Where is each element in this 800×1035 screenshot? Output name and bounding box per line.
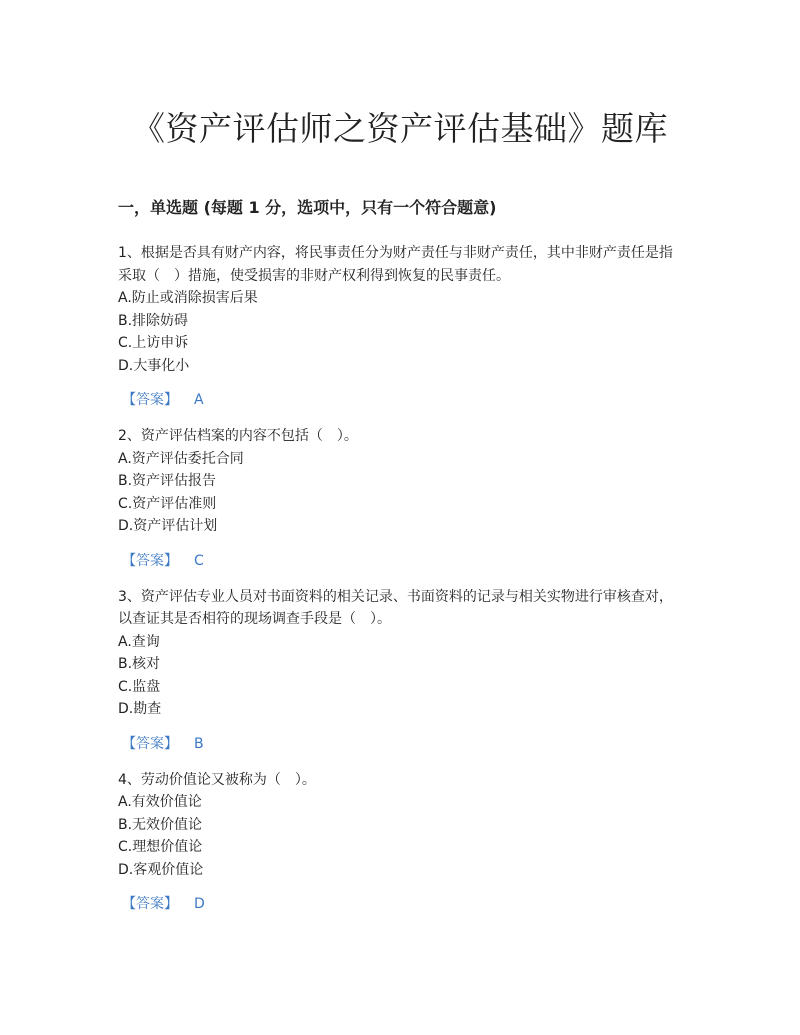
question-option: A.资产评估委托合同 (118, 450, 244, 467)
question-option: C.监盘 (118, 678, 161, 695)
answer-line (122, 389, 683, 411)
answer-label: 【答案】 (122, 735, 178, 752)
question-item (118, 769, 683, 916)
question-item (118, 242, 683, 411)
question-option: A.防止或消除损害后果 (118, 290, 258, 306)
question-option: D.资产评估计划 (118, 518, 218, 534)
answer-line (122, 733, 683, 755)
question-option: A.有效价值论 (118, 794, 202, 810)
question-option: B.无效价值论 (118, 816, 203, 833)
question-stem: 4、劳动价值论又被称为（ ）。 (118, 771, 316, 788)
answer-label: 【答案】 (122, 392, 178, 408)
question-spacer (118, 572, 683, 586)
question-option: D.大事化小 (118, 357, 190, 374)
question-option: B.核对 (118, 656, 161, 672)
answer-line (122, 550, 683, 572)
question-stem: 2、资产评估档案的内容不包括（ ）。 (118, 428, 358, 444)
answer-value: C (194, 552, 204, 569)
answer-label: 【答案】 (122, 552, 178, 569)
question-option: D.勘查 (118, 701, 162, 717)
question-option: A.查询 (118, 633, 160, 650)
question-spacer (118, 755, 683, 769)
question-option: C.理想价值论 (118, 839, 203, 855)
page-title: 《资产评估师之资产评估基础》题库 (132, 109, 668, 148)
question-stem: 1、根据是否具有财产内容，将民事责任分为财产责任与非财产责任，其中非财产责任是指采取（ ）措施，使受损害的非财产权利得到恢复的民事责任。 (118, 245, 673, 284)
question-list (118, 242, 683, 915)
question-stem: 3、资产评估专业人员对书面资料的相关记录、书面资料的记录与相关实物进行审核查对，以查证其是否相符的现场调查手段是（ ）。 (118, 588, 673, 627)
question-option: B.排除妨碍 (118, 312, 189, 329)
question-item (118, 586, 683, 755)
answer-value: A (194, 392, 204, 408)
question-option: D.客观价值论 (118, 861, 204, 878)
answer-line (122, 893, 683, 915)
question-option: C.上访申诉 (118, 335, 189, 351)
answer-value: D (194, 896, 205, 912)
question-spacer (118, 411, 683, 425)
question-item (118, 425, 683, 572)
answer-label: 【答案】 (122, 896, 178, 912)
answer-value: B (194, 735, 204, 752)
section-heading: 一，单选题 (每题 1 分，选项中，只有一个符合题意) (118, 198, 497, 217)
question-option: C.资产评估准则 (118, 495, 217, 512)
question-option: B.资产评估报告 (118, 473, 217, 489)
